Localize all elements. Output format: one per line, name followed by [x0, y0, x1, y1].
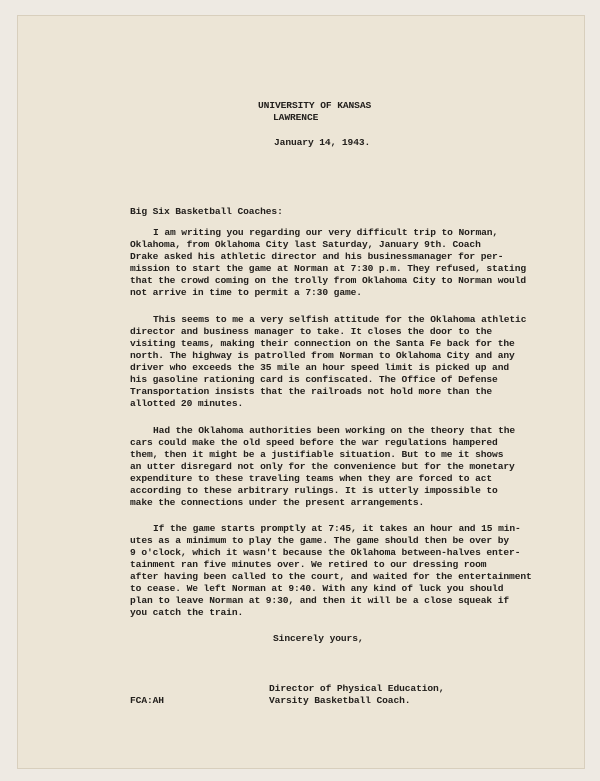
paragraph-2-line: Transportation insists that the railroads not hold more than the: [130, 386, 493, 397]
paragraph-2-line: his gasoline rationing card is confiscated. The Office of Defense: [130, 374, 498, 385]
letterhead-city: LAWRENCE: [273, 112, 319, 123]
paragraph-3-line: them, then it might be a justifiable situation. But to me it shows: [130, 449, 504, 460]
paragraph-2-line: driver who exceeds the 35 mile an hour speed limit is picked up and: [130, 362, 510, 373]
reference-initials: FCA:AH: [130, 695, 164, 706]
letter-page: [18, 16, 584, 768]
paragraph-1-line: not arrive in time to permit a 7:30 game.: [130, 287, 362, 298]
paragraph-2-line: allotted 20 minutes.: [130, 398, 244, 409]
closing: Sincerely yours,: [273, 633, 364, 644]
paragraph-4-line: to cease. We left Norman at 9:40. With any kind of luck you should: [130, 583, 504, 594]
paragraph-3-line: according to these arbitrary rulings. It is utterly impossible to: [130, 485, 498, 496]
paragraph-1-line: I am writing you regarding our very difficult trip to Norman,: [153, 227, 499, 238]
paragraph-1-line: that the crowd coming on the trolly from Oklahoma City to Norman would: [130, 275, 527, 286]
paragraph-2-line: visiting teams, making their connection on the Santa Fe back for the: [130, 338, 515, 349]
paragraph-4-line: 9 o'clock, which it wasn't because the Oklahoma between-halves enter-: [130, 547, 521, 558]
paragraph-4-line: If the game starts promptly at 7:45, it takes an hour and 15 min-: [153, 523, 521, 534]
paragraph-4-line: utes as a minimum to play the game. The game should then be over by: [130, 535, 510, 546]
paragraph-3-line: expenditure to these traveling teams when they are forced to act: [130, 473, 493, 484]
paragraph-4-line: plan to leave Norman at 9:30, and then it will be a close squeak if: [130, 595, 510, 606]
paragraph-3-line: make the connections under the present arrangements.: [130, 497, 425, 508]
paragraph-4-line: after having been called to the court, and waited for the entertainment: [130, 571, 532, 582]
paragraph-1-line: Drake asked his athletic director and his businessmanager for per-: [130, 251, 504, 262]
letterhead-institution: UNIVERSITY OF KANSAS: [258, 100, 372, 111]
paragraph-1-line: Oklahoma, from Oklahoma City last Saturday, January 9th. Coach: [130, 239, 481, 250]
paragraph-2-line: This seems to me a very selfish attitude for the Oklahoma athletic: [153, 314, 527, 325]
paragraph-2-line: director and business manager to take. It closes the door to the: [130, 326, 493, 337]
signature-title-line-2: Varsity Basketball Coach.: [269, 695, 411, 706]
signature-title-line-1: Director of Physical Education,: [269, 683, 445, 694]
paragraph-4-line: you catch the train.: [130, 607, 244, 618]
paragraph-3-line: cars could make the old speed before the war regulations hampered: [130, 437, 498, 448]
paragraph-3-line: an utter disregard not only for the convenience but for the monetary: [130, 461, 515, 472]
salutation: Big Six Basketball Coaches:: [130, 206, 283, 217]
paragraph-2-line: north. The highway is patrolled from Norman to Oklahoma City and any: [130, 350, 515, 361]
paragraph-4-line: tainment ran five minutes over. We retired to our dressing room: [130, 559, 487, 570]
paragraph-3-line: Had the Oklahoma authorities been working on the theory that the: [153, 425, 516, 436]
paragraph-1-line: mission to start the game at Norman at 7:30 p.m. They refused, stating: [130, 263, 527, 274]
letter-date: January 14, 1943.: [274, 137, 371, 148]
